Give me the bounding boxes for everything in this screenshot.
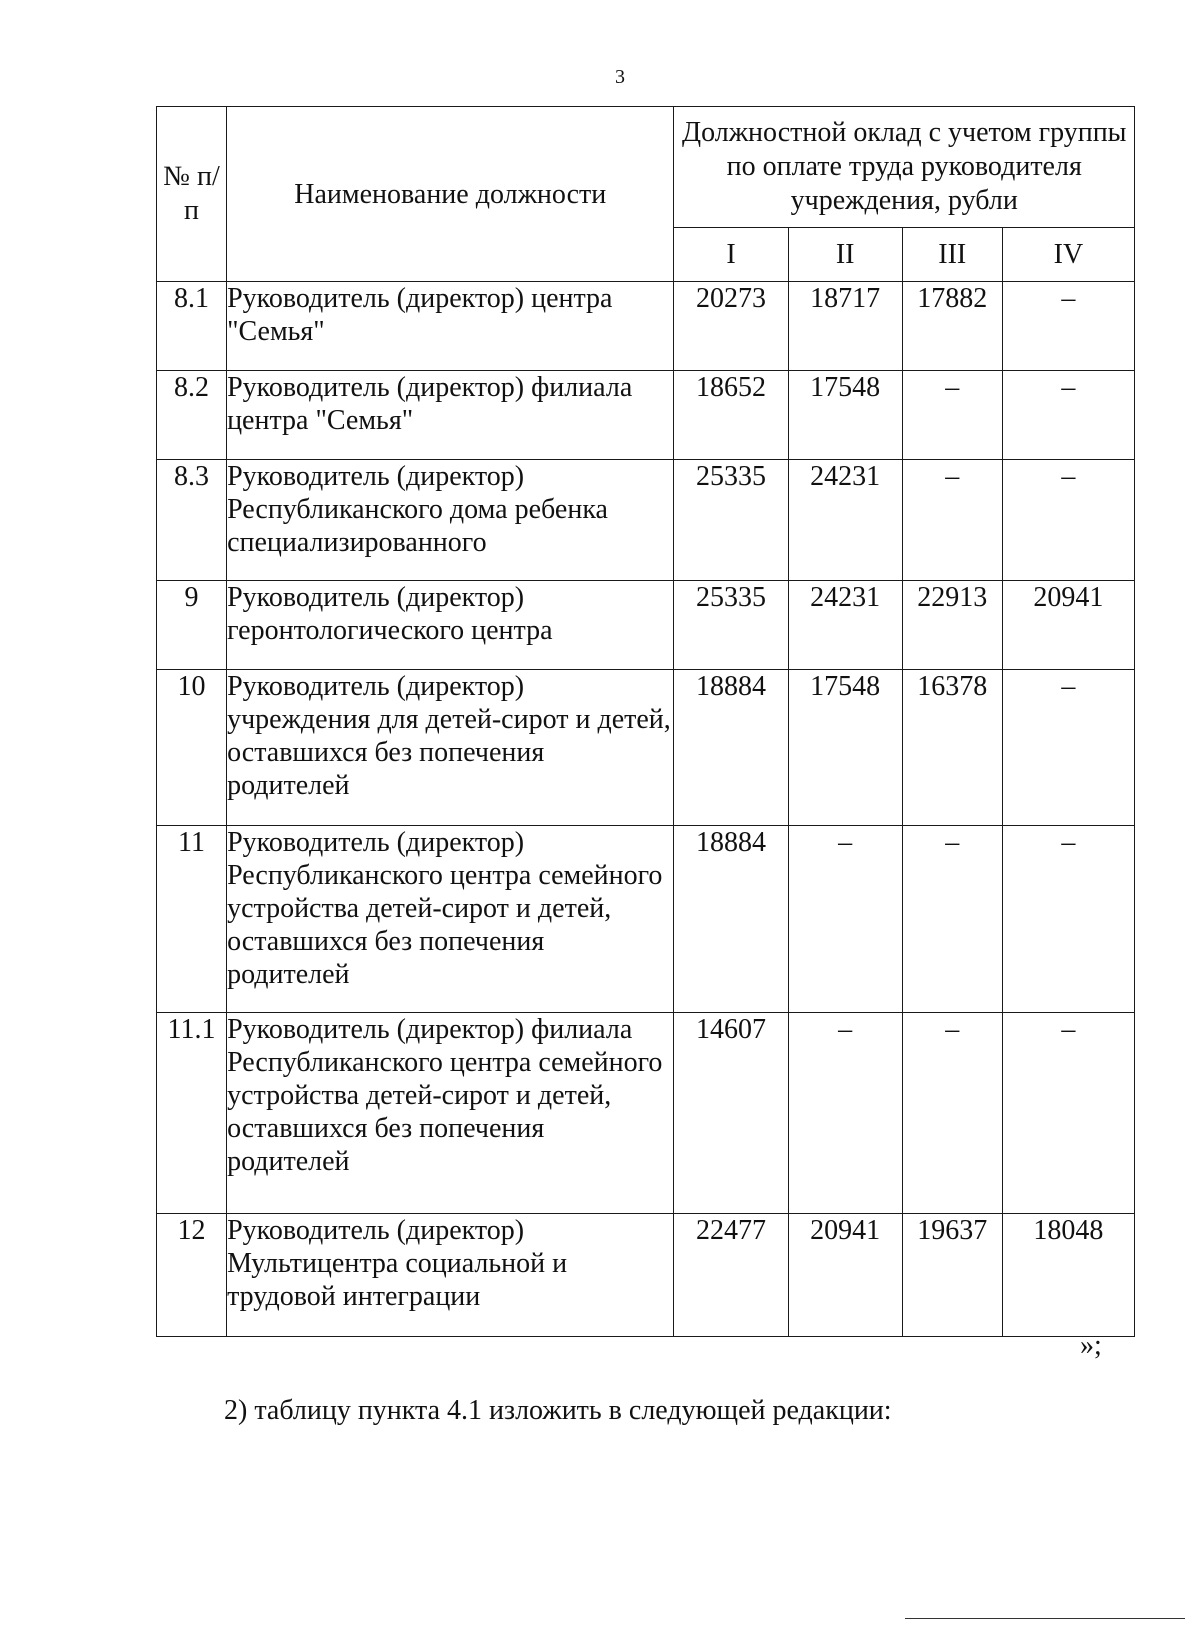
row-value-group-2: 20941 bbox=[788, 1214, 902, 1337]
row-value-group-3: – bbox=[902, 1013, 1002, 1214]
row-value-group-3: 16378 bbox=[902, 670, 1002, 826]
row-value-group-4: – bbox=[1002, 460, 1134, 581]
row-number: 12 bbox=[157, 1214, 227, 1337]
row-value-group-3: 22913 bbox=[902, 581, 1002, 670]
row-position-name: Руководитель (директор) филиала центра "Семья" bbox=[227, 371, 674, 460]
header-group-4: IV bbox=[1002, 228, 1134, 282]
row-value-group-2: 17548 bbox=[788, 371, 902, 460]
row-number: 8.2 bbox=[157, 371, 227, 460]
row-value-group-2: 24231 bbox=[788, 581, 902, 670]
row-value-group-1: 25335 bbox=[674, 581, 788, 670]
table-row bbox=[157, 670, 1135, 826]
header-position-name: Наименование должности bbox=[227, 107, 674, 282]
table-row bbox=[157, 1013, 1135, 1214]
row-value-group-1: 22477 bbox=[674, 1214, 788, 1337]
row-value-group-1: 18884 bbox=[674, 670, 788, 826]
row-value-group-3: – bbox=[902, 460, 1002, 581]
row-value-group-3: – bbox=[902, 826, 1002, 1013]
row-value-group-1: 18652 bbox=[674, 371, 788, 460]
row-position-name: Руководитель (директор) Мультицентра социальной и трудовой интеграции bbox=[227, 1214, 674, 1337]
header-salary: Должностной оклад с учетом группы по оплате труда руководителя учреждения, рубли bbox=[674, 107, 1135, 228]
row-position-name: Руководитель (директор) центра "Семья" bbox=[227, 282, 674, 371]
row-number: 11.1 bbox=[157, 1013, 227, 1214]
page-number: 3 bbox=[615, 66, 625, 88]
bottom-rule-line bbox=[905, 1618, 1185, 1619]
table-row bbox=[157, 581, 1135, 670]
header-group-2: II bbox=[788, 228, 902, 282]
row-position-name: Руководитель (директор) Республиканского центра семейного устройства детей-сирот и детей, оставшихся без попечения родителей bbox=[227, 826, 674, 1013]
row-value-group-4: – bbox=[1002, 826, 1134, 1013]
row-value-group-1: 25335 bbox=[674, 460, 788, 581]
table-row bbox=[157, 371, 1135, 460]
table-row bbox=[157, 460, 1135, 581]
row-position-name: Руководитель (директор) Республиканского дома ребенка специализированного bbox=[227, 460, 674, 581]
header-group-1: I bbox=[674, 228, 788, 282]
row-position-name: Руководитель (директор) учреждения для детей-сирот и детей, оставшихся без попечения родителей bbox=[227, 670, 674, 826]
header-group-3: III bbox=[902, 228, 1002, 282]
amendment-paragraph: 2) таблицу пункта 4.1 изложить в следующей редакции: bbox=[224, 1395, 892, 1426]
table-row bbox=[157, 826, 1135, 1013]
row-value-group-4: 20941 bbox=[1002, 581, 1134, 670]
row-number: 11 bbox=[157, 826, 227, 1013]
row-value-group-4: – bbox=[1002, 1013, 1134, 1214]
table-body bbox=[157, 282, 1135, 1337]
header-number: № п/п bbox=[157, 107, 227, 282]
row-value-group-1: 20273 bbox=[674, 282, 788, 371]
row-position-name: Руководитель (директор) филиала Республиканского центра семейного устройства детей-сирот и детей, оставшихся без попечения родителей bbox=[227, 1013, 674, 1214]
row-value-group-3: – bbox=[902, 371, 1002, 460]
row-value-group-2: – bbox=[788, 1013, 902, 1214]
row-number: 10 bbox=[157, 670, 227, 826]
row-number: 8.1 bbox=[157, 282, 227, 371]
row-value-group-1: 18884 bbox=[674, 826, 788, 1013]
row-value-group-4: – bbox=[1002, 670, 1134, 826]
row-value-group-3: 19637 bbox=[902, 1214, 1002, 1337]
row-value-group-2: 24231 bbox=[788, 460, 902, 581]
row-value-group-2: 17548 bbox=[788, 670, 902, 826]
row-value-group-3: 17882 bbox=[902, 282, 1002, 371]
row-value-group-2: 18717 bbox=[788, 282, 902, 371]
table-header bbox=[157, 107, 1135, 282]
row-number: 9 bbox=[157, 581, 227, 670]
closing-quote: »; bbox=[1080, 1330, 1102, 1361]
row-value-group-4: – bbox=[1002, 371, 1134, 460]
row-value-group-4: – bbox=[1002, 282, 1134, 371]
row-number: 8.3 bbox=[157, 460, 227, 581]
row-position-name: Руководитель (директор) геронтологического центра bbox=[227, 581, 674, 670]
row-value-group-1: 14607 bbox=[674, 1013, 788, 1214]
table-row bbox=[157, 1214, 1135, 1337]
salary-table bbox=[156, 106, 1135, 1337]
row-value-group-2: – bbox=[788, 826, 902, 1013]
row-value-group-4: 18048 bbox=[1002, 1214, 1134, 1337]
table-row bbox=[157, 282, 1135, 371]
